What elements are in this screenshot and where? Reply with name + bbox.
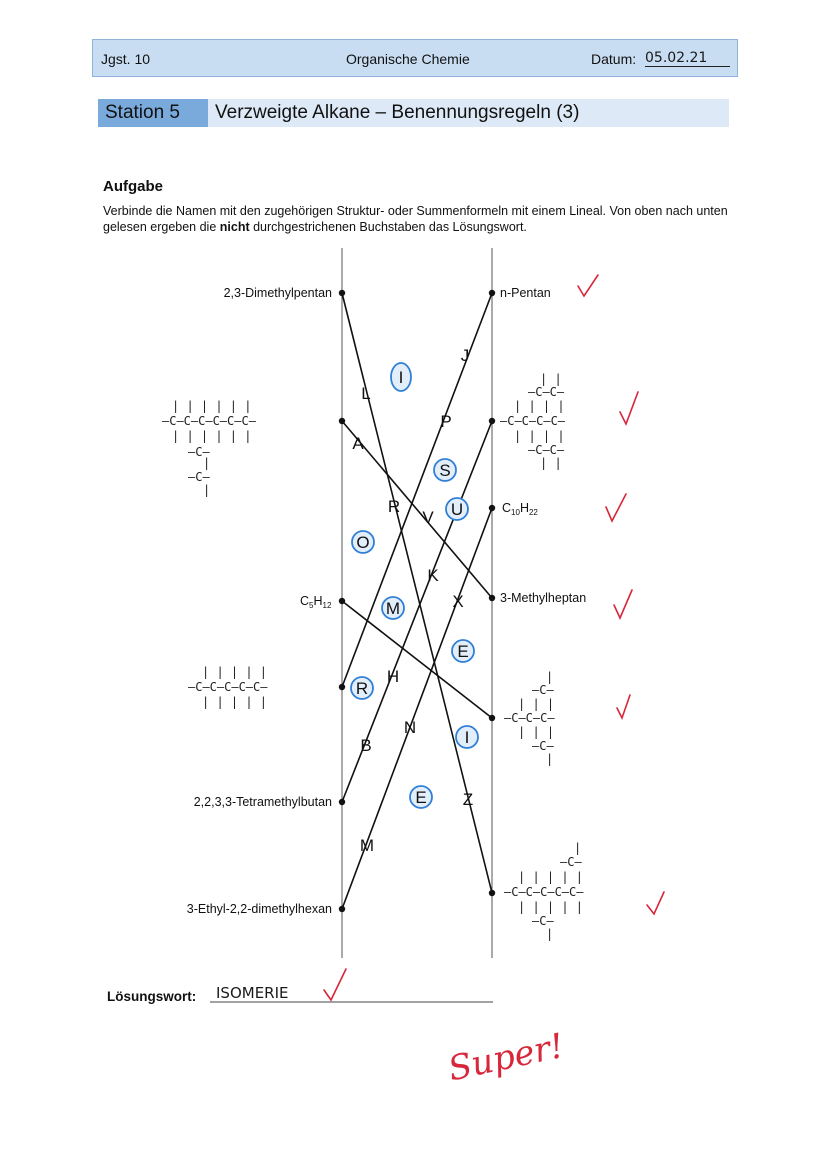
letters [352,346,473,855]
structure-right-3 [504,841,584,941]
check-icon [647,892,664,914]
connection-line [342,421,492,598]
svg-text:—C—C—C—C—: —C—C—C—C— [500,414,566,428]
svg-text:|: | [546,752,554,766]
letter: M [359,836,375,855]
grade-label: Jgst. 10 [101,51,151,67]
svg-text:| | | | | |: | | | | | | [172,399,252,413]
teacher-note: Super! [444,1025,568,1090]
letter: J [460,346,470,365]
subject-label: Organische Chemie [346,51,470,67]
letter: M [385,599,401,618]
svg-text:|: | [574,841,582,855]
station-title: Verzweigte Alkane – Benennungsregeln (3) [208,99,729,127]
svg-text:—C—C—C—C—C—: —C—C—C—C—C— [188,680,268,694]
dot [339,906,345,912]
dot [339,290,345,296]
svg-text:| | | | |: | | | | | [202,695,268,709]
letter: E [415,788,427,807]
svg-text:| | | |: | | | | [514,399,565,413]
task-text: Verbinde die Namen mit den zugehörigen Struktur- oder Summenformeln mit einem Lineal. Von oben nach unten gelesen ergeben die nicht durchgestrichenen Buchstaben das Lösungswort. [103,204,728,234]
letter: A [352,434,364,453]
check-icon [324,969,346,1000]
check-icon [578,275,598,296]
letter: I [398,368,404,387]
check-icon [620,392,638,424]
svg-text:—C—: —C— [532,739,554,753]
structure-left-2 [188,665,268,709]
check-icon [614,590,632,618]
left-name-1: 2,3-Dimethylpentan [223,286,332,300]
letter: O [356,533,370,552]
svg-text:| |: | | [540,372,562,386]
right-name-1: n-Pentan [500,286,551,300]
dot [339,418,345,424]
svg-text:| | | | |: | | | | | [202,665,268,679]
letter: L [361,384,371,403]
svg-text:|: | [203,483,211,497]
letter: R [387,497,401,516]
dot [339,799,345,805]
svg-text:|: | [546,927,554,941]
structure-left-1 [162,399,257,497]
right-formula-c10h22: $C_{10}H_{22}$ [502,501,538,517]
solution-label: Lösungswort: [107,989,197,1004]
left-name-3: 2,2,3,3-Tetramethylbutan [193,795,332,809]
svg-text:| | | | |: | | | | | [518,900,584,914]
check-icon [606,494,626,521]
right-name-3: 3-Methylheptan [500,591,587,605]
connection-line [342,293,492,687]
svg-text:—C—C—C—: —C—C—C— [504,711,555,725]
svg-text:—C—: —C— [532,914,554,928]
dot [489,595,495,601]
svg-text:—C—: —C— [532,683,554,697]
date-label: Datum: [591,51,637,67]
check-icon [617,695,630,718]
svg-text:—C—C—: —C—C— [528,443,565,457]
dot [489,290,495,296]
svg-text:—C—: —C— [188,445,210,459]
structure-right-2 [504,670,555,766]
letter: H [386,667,400,686]
dot [339,684,345,690]
svg-text:—C—C—C—C—C—C—: —C—C—C—C—C—C— [162,414,256,428]
svg-text:| | | | | |: | | | | | | [172,429,252,443]
left-formula-c5h12: $C_5H_{12}$ [300,594,332,610]
svg-text:|: | [546,670,554,684]
date-value: 05.02.21 [645,50,730,67]
svg-text:—C—: —C— [188,470,210,484]
svg-text:—C—C—: —C—C— [528,385,565,399]
letter: X [452,592,464,611]
letter: K [427,566,439,585]
station-number: Station 5 [98,99,208,127]
task-heading: Aufgabe [103,178,163,195]
left-name-4: 3-Ethyl-2,2-dimethylhexan [186,902,332,916]
svg-text:| |: | | [540,456,562,470]
letter: Z [462,790,474,809]
structure-right-1 [500,372,566,470]
letter: R [355,679,369,698]
dot [489,505,495,511]
svg-text:| | | | |: | | | | | [518,870,584,884]
svg-text:—C—: —C— [560,855,582,869]
letter: E [457,642,469,661]
dot [489,715,495,721]
svg-text:| | |: | | | [518,697,555,711]
dot [489,418,495,424]
letter: S [439,461,451,480]
letter: U [450,500,464,519]
letter: B [360,736,372,755]
letter: N [403,718,417,737]
svg-text:|: | [203,456,211,470]
letter: P [440,412,452,431]
svg-text:—C—C—C—C—C—: —C—C—C—C—C— [504,885,584,899]
svg-text:| | | |: | | | | [514,429,565,443]
svg-text:| | |: | | | [518,725,555,739]
dot [339,598,345,604]
dot [489,890,495,896]
solution-value: ISOMERIE [216,984,289,1002]
letter: I [464,728,470,747]
letter: V [422,508,434,527]
